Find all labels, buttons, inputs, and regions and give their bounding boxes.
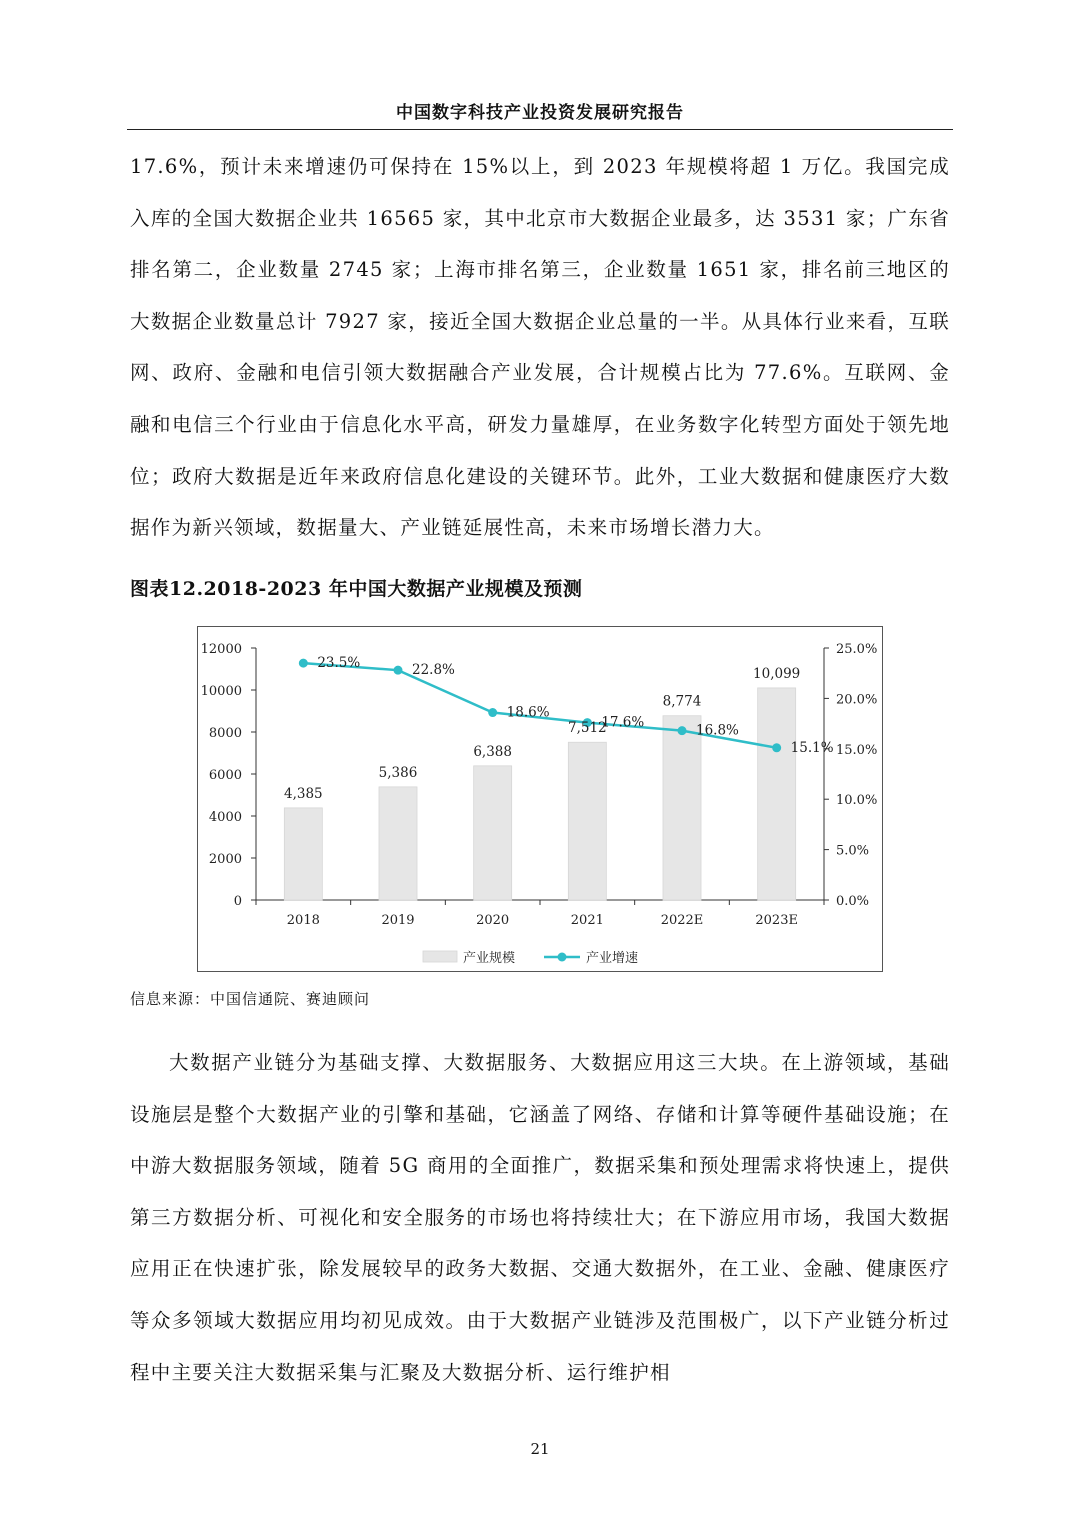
chart-svg <box>198 627 884 973</box>
x-tick-label: 2020 <box>476 913 510 928</box>
right-tick-label: 0.0% <box>836 894 870 909</box>
growth-point <box>678 726 687 735</box>
right-tick-label: 10.0% <box>836 793 878 809</box>
bar-value-label: 6,388 <box>473 743 512 760</box>
right-tick-label: 20.0% <box>836 692 878 708</box>
source-note: 信息来源：中国信通院、赛迪顾问 <box>130 990 371 1008</box>
x-tick-label: 2022E <box>660 913 704 928</box>
header-divider <box>127 129 953 130</box>
chart-frame <box>197 626 883 972</box>
left-tick-label: 4000 <box>208 810 242 825</box>
growth-point <box>488 708 497 717</box>
x-tick-label: 2023E <box>755 913 798 928</box>
legend-bar-label: 产业规模 <box>463 951 516 966</box>
page-number: 21 <box>530 1440 550 1458</box>
left-tick-label: 2000 <box>208 852 242 867</box>
bar <box>284 808 322 900</box>
figure-title: 图表12.2018-2023 年中国大数据产业规模及预测 <box>130 578 583 600</box>
x-tick-label: 2021 <box>570 913 604 928</box>
legend-line-marker <box>558 953 567 962</box>
growth-value-label: 15.1% <box>790 739 834 756</box>
bar-value-label: 7,512 <box>568 720 607 737</box>
bar <box>758 688 796 900</box>
legend-line-label: 产业增速 <box>586 951 639 966</box>
right-tick-label: 25.0% <box>836 642 878 657</box>
growth-point <box>394 666 403 675</box>
legend-bar-swatch <box>423 951 457 962</box>
right-tick-label: 15.0% <box>836 742 878 758</box>
bar <box>379 787 417 900</box>
left-tick-label: 0 <box>233 894 242 909</box>
growth-value-label: 23.5% <box>317 655 361 672</box>
right-tick-label: 5.0% <box>836 843 870 859</box>
left-tick-label: 8000 <box>208 726 242 741</box>
bar <box>568 742 606 900</box>
body-paragraph-2: 大数据产业链分为基础支撑、大数据服务、大数据应用这三大块。在上游领域，基础设施层是整个大数据产业的引擎和基础，它涵盖了网络、存储和计算等硬件基础设施；在中游大数据服务领域，随着 5G 商用的全面推广，数据采集和预处理需求将快速上，提供第三方数据分析、可视化和安全服务的市场也将持续壮大；在下游应用市场，我国大数据应用正在快速扩张，除发展较早的政务大数据、交通大数据外，在工业、金融、健康医疗等众多领域大数据应用均初见成效。由于大数据产业链涉及范围极广，以下产业链分析过程中主要关注大数据采集与汇聚及大数据分析、运行维护相 <box>130 1051 950 1384</box>
x-tick-label: 2018 <box>286 913 320 928</box>
bar-value-label: 5,386 <box>378 764 418 781</box>
left-tick-label: 10000 <box>200 684 242 699</box>
bar <box>663 716 701 900</box>
left-tick-label: 12000 <box>200 642 242 657</box>
growth-value-label: 18.6% <box>506 704 550 721</box>
running-header: 中国数字科技产业投资发展研究报告 <box>396 103 684 123</box>
growth-value-label: 16.8% <box>696 722 739 739</box>
growth-value-label: 22.8% <box>412 662 455 679</box>
growth-point <box>772 743 781 752</box>
bar-value-label: 8,774 <box>662 693 702 710</box>
bar-value-label: 4,385 <box>284 785 323 802</box>
growth-value-label: 17.6% <box>601 714 645 731</box>
left-tick-label: 6000 <box>208 768 242 783</box>
bar <box>474 766 512 900</box>
growth-point <box>299 659 308 668</box>
x-tick-label: 2019 <box>381 913 415 928</box>
body-paragraph-1: 17.6%，预计未来增速仍可保持在 15%以上，到 2023 年规模将超 1 万亿。我国完成入库的全国大数据企业共 16565 家，其中北京市大数据企业最多，达 3531 家；广东省排名第二，企业数量 2745 家；上海市排名第三，企业数量 1651 家，排名前三地区的大数据企业数量总计 7927 家，接近全国大数据企业总量的一半。从具体行业来看，互联网、政府、金融和电信引领大数据融合产业发展，合计规模占比为 77.6%。互联网、金融和电信三个行业由于信息化水平高，研发力量雄厚，在业务数字化转型方面处于领先地位；政府大数据是近年来政府信息化建设的关键环节。此外，工业大数据和健康医疗大数据作为新兴领域，数据量大、产业链延展性高，未来市场增长潜力大。 <box>130 155 950 540</box>
bar-value-label: 10,099 <box>753 665 801 682</box>
